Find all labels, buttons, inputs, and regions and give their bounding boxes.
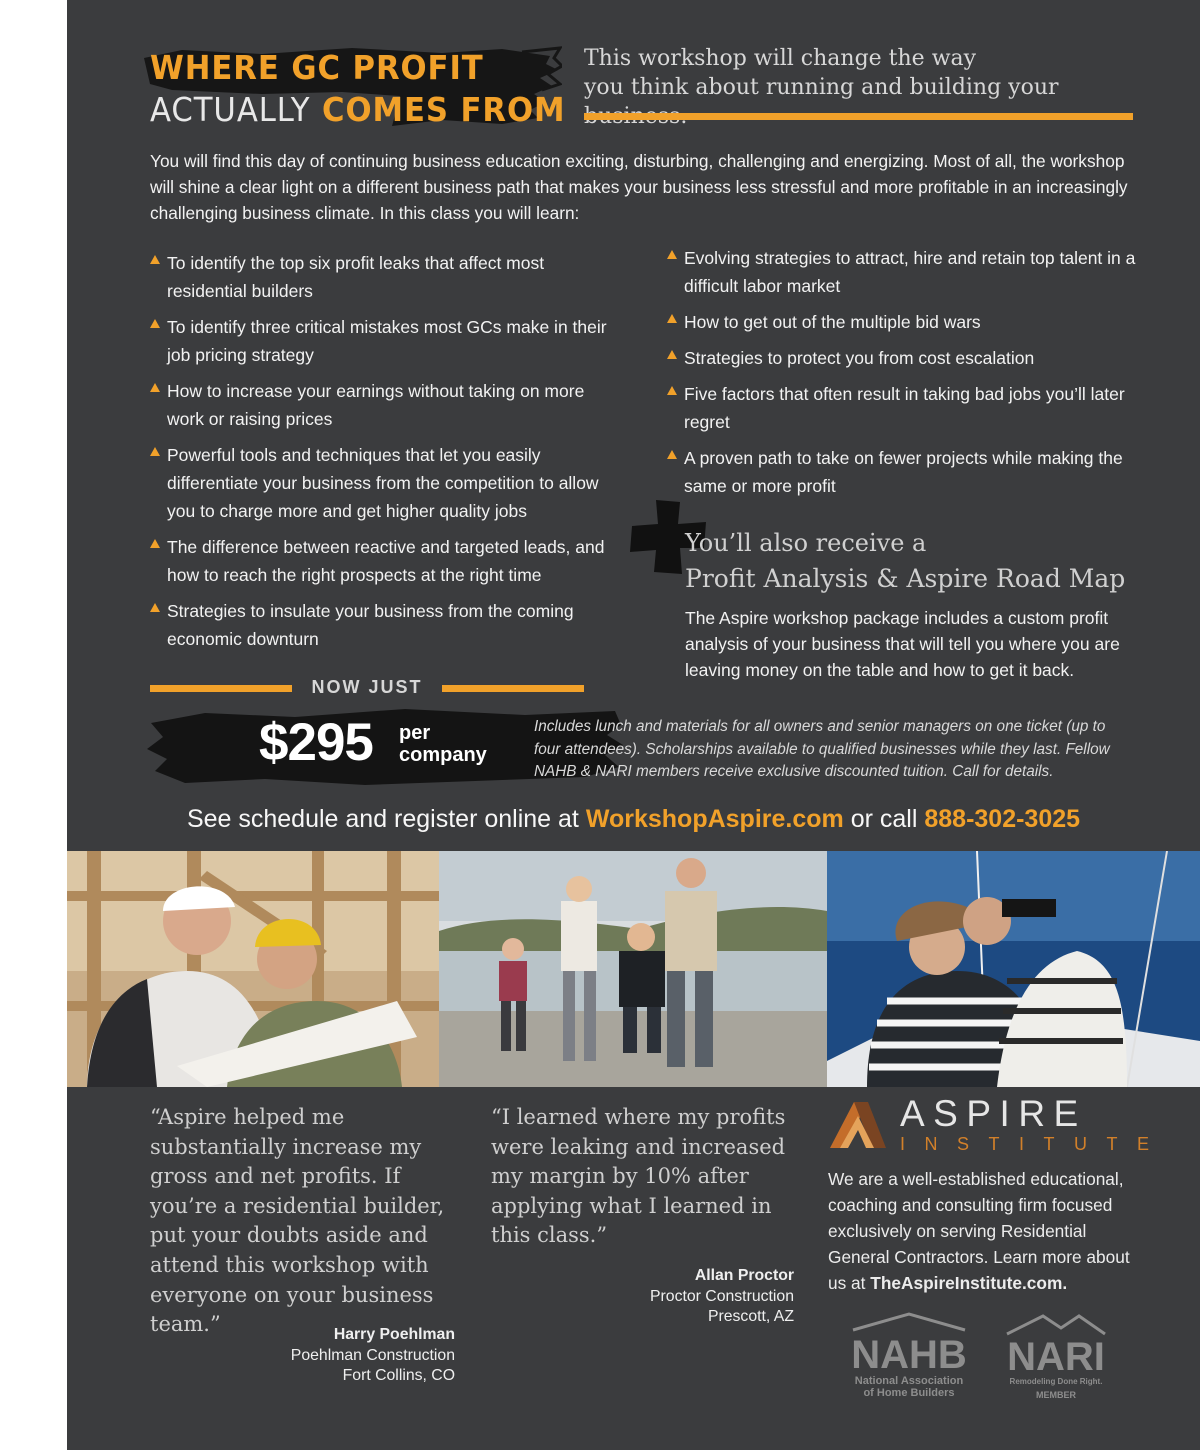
now-just-rule-left [150, 685, 292, 692]
testimonial-company: Proctor Construction [650, 1287, 794, 1305]
now-just-rule-right [442, 685, 584, 692]
bonus-intro: You’ll also receive a [685, 529, 927, 557]
brand-name: ASPIRE [900, 1093, 1087, 1134]
builders-photo [67, 851, 439, 1087]
testimonial-attribution [594, 1266, 794, 1328]
nari-logo [1001, 1312, 1111, 1402]
nahb-subtitle-2: of Home Builders [863, 1387, 955, 1399]
aspire-logo-icon [828, 1100, 888, 1150]
nahb-logo [849, 1312, 969, 1402]
brand-subtitle: INSTITUTE [900, 1134, 1169, 1154]
testimonial-quote: “Aspire helped me substantially increase my gross and net profits. If you’re a residential builder, put your doubts aside and attend this workshop with everyone on your business team.” [150, 1105, 445, 1337]
family-beach-photo [439, 851, 827, 1087]
list-item: Evolving strategies to attract, hire and retain top talent in a difficult labor market [667, 244, 1142, 300]
intro-paragraph: You will find this day of continuing business education exciting, disturbing, challenging and energizing. Most of all, the workshop will shine a clear light on a different business path that makes your business less stressful and more profitable in an increasingly challenging business climate. In this class you will learn: [150, 151, 1128, 223]
headline-thin-word: ACTUALLY [150, 90, 311, 129]
list-item: A proven path to take on fewer projects while making the same or more profit [667, 444, 1142, 500]
list-item: Powerful tools and techniques that let you easily differentiate your business from the competition to allow you to charge more and get higher quality jobs [150, 441, 620, 525]
list-item: How to get out of the multiple bid wars [667, 308, 1142, 336]
tagline-underline [584, 113, 1133, 120]
website-link[interactable]: WorkshopAspire.com [585, 805, 844, 833]
bonus-description: The Aspire workshop package includes a custom profit analysis of your business that will tell you where you are leaving money on the table and how to get it back. [685, 608, 1120, 680]
testimonial-name: Allan Proctor [694, 1267, 794, 1284]
triangle-bullet-icon [150, 539, 160, 548]
triangle-bullet-icon [150, 447, 160, 456]
triangle-bullet-icon [150, 255, 160, 264]
headline-line-2 [150, 92, 565, 128]
price-unit-per: per [399, 722, 431, 744]
headline-line-1: WHERE GC PROFIT [150, 48, 484, 87]
price-note: Includes lunch and materials for all owners and senior managers on one ticket (up to four attendees). Scholarships available to qualified businesses while they last. Fellow NAHB & NARI members receive exclusive discounted tuition. Call for details. [534, 718, 1110, 780]
list-item: Strategies to insulate your business from the coming economic downturn [150, 597, 620, 653]
triangle-bullet-icon [150, 319, 160, 328]
nari-member: MEMBER [1036, 1390, 1076, 1400]
price-unit-company: company [399, 744, 487, 766]
tagline-line-2: you think about running and building your [584, 75, 1059, 100]
headline [142, 44, 566, 134]
tagline-line-1: This workshop will change the way [584, 46, 977, 71]
triangle-bullet-icon [667, 250, 677, 259]
triangle-bullet-icon [667, 314, 677, 323]
nahb-subtitle-1: National Association [854, 1375, 964, 1387]
triangle-bullet-icon [667, 386, 677, 395]
testimonial-company: Poehlman Construction [290, 1346, 455, 1364]
learning-list-left [150, 249, 620, 661]
now-just-label: NOW JUST [311, 677, 423, 697]
testimonial-attribution [255, 1325, 455, 1387]
list-item: The difference between reactive and targeted leads, and how to reach the right prospects at the right time [150, 533, 620, 589]
nari-mark: NARI [1007, 1335, 1105, 1379]
testimonial-location: Prescott, AZ [707, 1308, 794, 1325]
list-item: To identify the top six profit leaks that affect most residential builders [150, 249, 620, 305]
flyer-page [67, 0, 1200, 1450]
about-text: We are a well-established educational, coaching and consulting firm focused exclusively on serving Residential General Contractors. Learn more about us at TheAspireInstitute.com. [828, 1169, 1130, 1293]
learning-list-right [667, 244, 1142, 508]
testimonial-location: Fort Collins, CO [342, 1367, 455, 1384]
list-item: To identify three critical mistakes most GCs make in their job pricing strategy [150, 313, 620, 369]
testimonial-name: Harry Poehlman [333, 1326, 455, 1343]
bonus-title: Profit Analysis & Aspire Road Map [685, 564, 1126, 593]
list-item: Five factors that often result in taking bad jobs you’ll later regret [667, 380, 1142, 436]
nahb-mark: NAHB [851, 1333, 967, 1377]
price-amount: $295 [259, 713, 373, 772]
triangle-bullet-icon [150, 603, 160, 612]
register-cta: See schedule and register online at WorkshopAspire.com or call 888-302-3025 [186, 805, 1081, 833]
phone-link[interactable]: 888-302-3025 [924, 805, 1081, 833]
nari-tagline: Remodeling Done Right. [1009, 1377, 1103, 1386]
triangle-bullet-icon [667, 450, 677, 459]
list-item: How to increase your earnings without taking on more work or raising prices [150, 377, 620, 433]
triangle-bullet-icon [150, 383, 160, 392]
triangle-bullet-icon [667, 350, 677, 359]
list-item: Strategies to protect you from cost escalation [667, 344, 1142, 372]
testimonial-quote: “I learned where my profits were leaking and increased my margin by 10% after applying what I learned in this class.” [491, 1105, 786, 1248]
about-link[interactable]: TheAspireInstitute.com. [870, 1273, 1068, 1293]
sailing-binoculars-photo [827, 851, 1200, 1087]
headline-bold-words: COMES FROM [322, 90, 566, 129]
